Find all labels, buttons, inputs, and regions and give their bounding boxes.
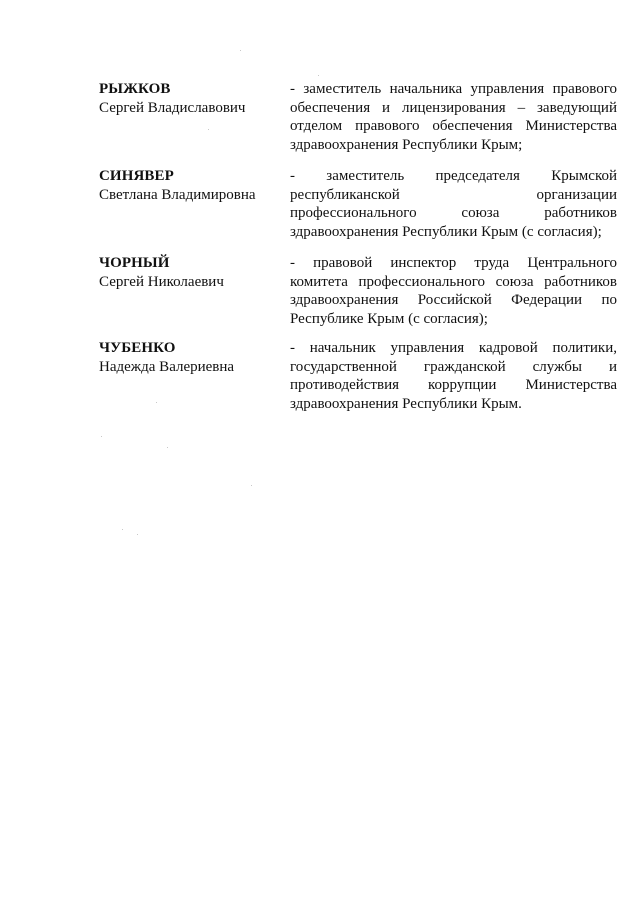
- member-description: [290, 80, 617, 154]
- description-line: обеспечения и лицензирования – заведующий: [290, 99, 617, 116]
- scan-speck: [101, 436, 102, 437]
- scan-speck: [318, 75, 319, 76]
- scan-speck: [122, 529, 123, 530]
- member-surname: ЧОРНЫЙ: [99, 255, 170, 271]
- member-name-block: [99, 167, 284, 204]
- description-line: здравоохранения Республики Крым (с согласия);: [290, 223, 602, 240]
- member-given-names: Сергей Владиславович: [99, 100, 246, 116]
- member-name-block: [99, 80, 284, 117]
- member-given-names: Надежда Валериевна: [99, 359, 235, 375]
- member-surname: ЧУБЕНКО: [99, 340, 176, 356]
- scan-speck: [156, 402, 157, 403]
- member-surname: РЫЖКОВ: [99, 81, 171, 97]
- member-description: [290, 167, 617, 241]
- scan-speck: [240, 50, 241, 51]
- description-line: государственной гражданской службы и: [290, 358, 617, 375]
- description-line: Республике Крым (с согласия);: [290, 310, 488, 327]
- member-name-block: [99, 339, 284, 376]
- scan-speck: [167, 447, 168, 448]
- description-line: отделом правового обеспечения Министерства: [290, 118, 617, 134]
- description-line: - заместитель председателя Крымской: [290, 168, 617, 184]
- description-line: здравоохранения Российской Федерации по: [290, 292, 617, 308]
- scan-speck: [137, 534, 138, 535]
- member-description: [290, 254, 617, 328]
- member-given-names: Светлана Владимировна: [99, 187, 256, 203]
- description-line: комитета профессионального союза работников: [290, 273, 617, 290]
- scan-speck: [208, 129, 209, 130]
- description-line: здравоохранения Республики Крым;: [290, 136, 523, 153]
- scan-speck: [251, 485, 252, 486]
- member-given-names: Сергей Николаевич: [99, 274, 224, 290]
- member-description: [290, 339, 617, 413]
- description-line: - правовой инспектор труда Центрального: [290, 255, 617, 271]
- description-line: республиканской организации: [290, 186, 617, 203]
- description-line: здравоохранения Республики Крым.: [290, 395, 522, 412]
- description-line: противодействия коррупции Министерства: [290, 377, 617, 393]
- description-line: - заместитель начальника управления правового: [290, 81, 617, 97]
- member-surname: СИНЯВЕР: [99, 168, 174, 184]
- description-line: - начальник управления кадровой политики,: [290, 340, 617, 356]
- description-line: профессионального союза работников: [290, 205, 617, 221]
- member-name-block: [99, 254, 284, 291]
